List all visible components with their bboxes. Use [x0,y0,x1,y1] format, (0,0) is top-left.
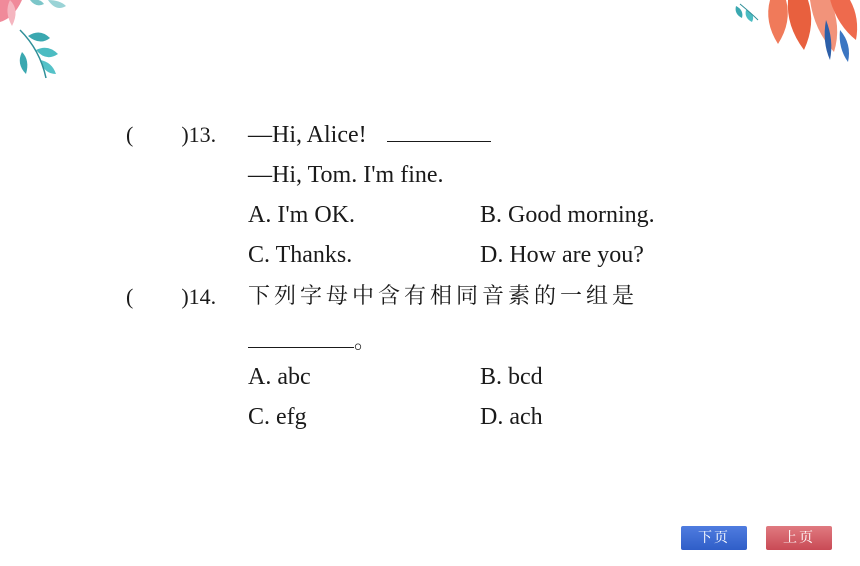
option-d[interactable] [480,240,644,270]
option-letter: A. [248,364,272,390]
next-page-button[interactable]: 下页 [681,526,747,550]
floral-decoration-top-left-icon [0,0,90,80]
answer-blank[interactable] [248,347,354,348]
question-14-prompt [248,282,638,312]
question-13-prompt-line-1 [248,120,491,150]
option-letter: D. [480,242,504,268]
option-letter: C. [248,404,271,430]
option-text: How are you? [509,242,644,268]
option-text: Thanks. [275,242,353,268]
question-number: 14. [188,284,217,309]
option-a[interactable] [248,200,355,230]
option-c[interactable] [248,240,352,270]
paren-open: ( [126,122,134,147]
dialogue-line: —Hi, Alice! [248,122,367,148]
option-text: ach [509,404,543,430]
option-a[interactable] [248,362,311,392]
period-mark: 。 [354,329,381,354]
option-letter: A. [248,202,272,228]
answer-bracket-13[interactable] [126,120,216,150]
dialogue-line: —Hi, Tom. I'm fine. [248,162,444,188]
option-c[interactable] [248,402,307,432]
option-letter: B. [480,364,503,390]
option-text: I'm OK. [277,202,355,228]
option-text: Good morning. [508,202,655,228]
option-b[interactable] [480,362,543,392]
paren-close: ) [181,284,189,309]
answer-bracket-14[interactable] [126,282,216,312]
option-text: efg [276,404,307,430]
option-text: bcd [508,364,543,390]
question-13-prompt-line-2 [248,160,444,190]
paren-open: ( [126,284,134,309]
answer-blank[interactable] [387,141,491,142]
question-14-blank-line [248,326,380,357]
option-d[interactable] [480,402,543,432]
option-text: abc [277,364,311,390]
paren-close: ) [181,122,189,147]
question-prompt: 下列字母中含有相同音素的一组是 [248,284,639,309]
option-letter: D. [480,404,504,430]
option-letter: C. [248,242,271,268]
question-number: 13. [188,122,217,147]
option-b[interactable] [480,200,655,230]
previous-page-button[interactable]: 上页 [766,526,832,550]
option-letter: B. [480,202,503,228]
floral-decoration-top-right-icon [730,0,860,65]
